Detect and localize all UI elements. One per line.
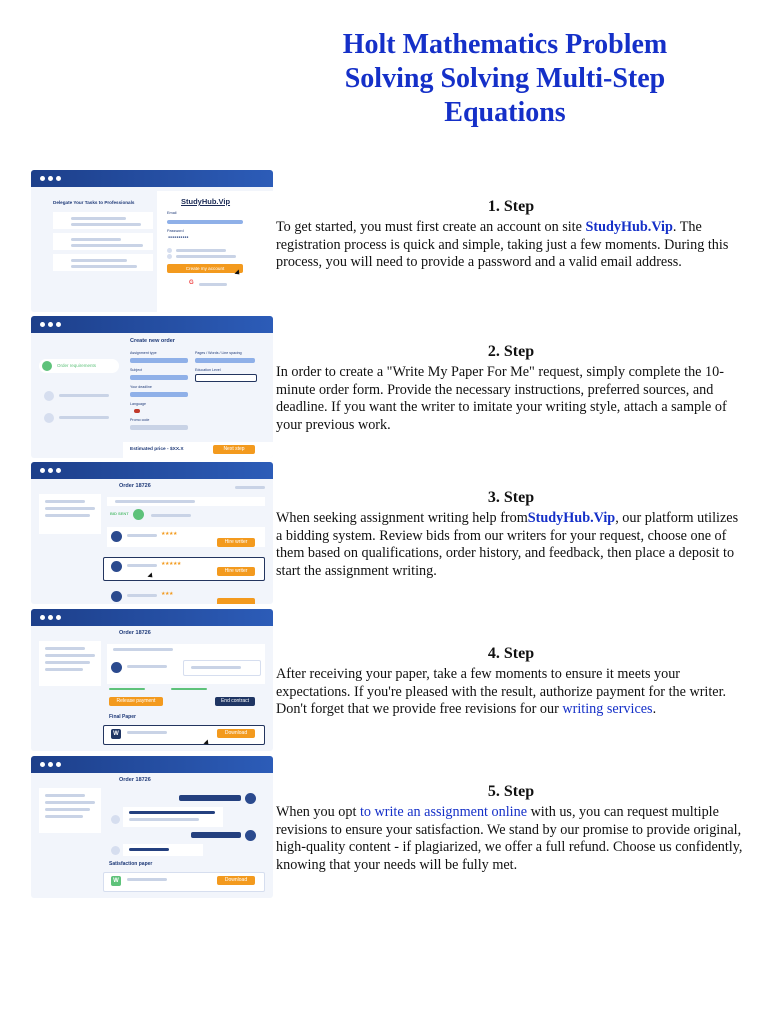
subject-field[interactable]	[130, 375, 188, 380]
writing-services-link[interactable]: writing services	[562, 701, 653, 718]
screenshot-revisions	[31, 756, 273, 898]
writer-avatar-icon	[111, 662, 122, 673]
step-2	[276, 343, 746, 434]
card1-left-title: Delegate Your Tasks to Professionals	[53, 200, 135, 205]
writer-avatar-icon	[111, 531, 122, 542]
order-requirements-label: Order requirements	[57, 363, 97, 368]
chat-message	[179, 795, 241, 801]
window-bar	[31, 316, 273, 333]
step-4	[276, 645, 746, 719]
password-field[interactable]: ●●●●●●●●●●	[168, 235, 189, 239]
password-label: Password	[167, 229, 184, 233]
chat-message	[191, 832, 241, 838]
step-3-heading: 3. Step	[487, 489, 535, 506]
create-account-button[interactable]: Create my account	[167, 264, 243, 273]
deadline-field[interactable]	[130, 392, 188, 397]
window-bar	[31, 609, 273, 626]
screenshot-signup	[31, 170, 273, 312]
education-level-field[interactable]	[195, 374, 257, 382]
assignment-type-field[interactable]	[130, 358, 188, 363]
hire-writer-button[interactable]: Hire writer	[217, 567, 255, 576]
step-4-body: After receiving your paper, take a few moments to ensure it meets your expectations. If you're pleased with the result, authorize payment for the writer. Don't forget that we provide free revisions for our writing services.	[276, 666, 727, 718]
step-indicator-icon	[42, 361, 52, 371]
estimated-price: Estimated price - $XX.X	[130, 447, 184, 452]
title-line-1: Holt Mathematics Problem	[342, 29, 668, 60]
end-contract-button[interactable]: End contract	[215, 697, 255, 706]
step-2-body: In order to create a "Write My Paper For Me" request, simply complete the 10-minute order form. Provide the necessary instructions, preferred sources, and deadline. If you want the writer to imitate your writing style, attach a sample of your previous work.	[276, 364, 727, 433]
email-label: Email	[167, 211, 177, 215]
step-5	[276, 783, 746, 874]
step-1-body: To get started, you must first create an account on site StudyHub.Vip. The registration process is quick and simple, taking just a few moments. During this process, you will need to provide a password and a valid email address.	[276, 219, 729, 271]
bid-status: BID SENT	[110, 511, 129, 516]
download-button[interactable]: Download	[217, 729, 255, 738]
hire-writer-button[interactable]: Hire writer	[217, 538, 255, 547]
email-field[interactable]	[167, 220, 243, 224]
step-5-heading: 5. Step	[487, 783, 535, 800]
writer-avatar-icon	[111, 561, 122, 572]
studyhub-link[interactable]: StudyHub.Vip	[585, 219, 673, 236]
order-number: Order 18726	[119, 777, 151, 783]
satisfaction-paper-label: Satisfaction paper	[109, 861, 153, 867]
google-icon[interactable]: G	[189, 280, 194, 286]
window-bar	[31, 756, 273, 773]
screenshot-bids: Order 18726 BID SENT ★★★★ Hire writer ★★★★★ Hire writer ★★★	[31, 462, 273, 604]
step-5-body: When you opt to write an assignment online with us, you can request multiple revisions to ensure your satisfaction. We stand by our promise to provide original, high-quality content - if plagiarized, we offer a full refund. Choose us confidently, knowing that your needs will be fully met.	[276, 804, 743, 873]
writer-avatar-icon	[111, 591, 122, 602]
studyhub-link[interactable]: StudyHub.Vip	[527, 510, 616, 527]
step-2-heading: 2. Step	[487, 343, 535, 360]
final-paper-label: Final Paper	[109, 714, 136, 720]
screenshot-release-payment	[31, 609, 273, 751]
order-number: Order 18726	[119, 630, 151, 636]
next-step-button[interactable]: Next step	[213, 445, 255, 454]
user-avatar-icon	[245, 830, 256, 841]
form-heading: Create new order	[130, 338, 175, 344]
document-icon: W	[111, 876, 121, 886]
screenshot-order-form: Order requirements Create new order Assignment type Pages / Words / Line spacing Subject Education Level Your deadline Language Promo code Estimated price - $XX.X Next step	[31, 316, 273, 458]
user-avatar-icon	[245, 793, 256, 804]
title-line-3: Equations	[444, 97, 566, 128]
step-1-heading: 1. Step	[487, 198, 535, 215]
order-number: Order 18726	[119, 483, 151, 489]
step-3	[276, 489, 746, 580]
window-bar	[31, 170, 273, 187]
release-payment-button[interactable]: Release payment	[109, 697, 163, 706]
step-4-heading: 4. Step	[487, 645, 535, 662]
window-bar	[31, 462, 273, 479]
download-button[interactable]: Download	[217, 876, 255, 885]
card1-brand: StudyHub.Vip	[181, 197, 231, 206]
word-document-icon: W	[111, 729, 121, 739]
write-assignment-link[interactable]: to write an assignment online	[359, 804, 528, 821]
document-title	[300, 28, 710, 130]
title-line-2: Solving Solving Multi-Step	[344, 63, 666, 94]
pages-field[interactable]	[195, 358, 255, 363]
step-3-body: When seeking assignment writing help fromStudyHub.Vip, our platform utilizes a bidding system. Review bids from our writers for your request, choose one of them based on qualifications, order history, and feedback, then place a deposit to start the assignment writing.	[276, 510, 739, 579]
step-1	[276, 198, 746, 272]
